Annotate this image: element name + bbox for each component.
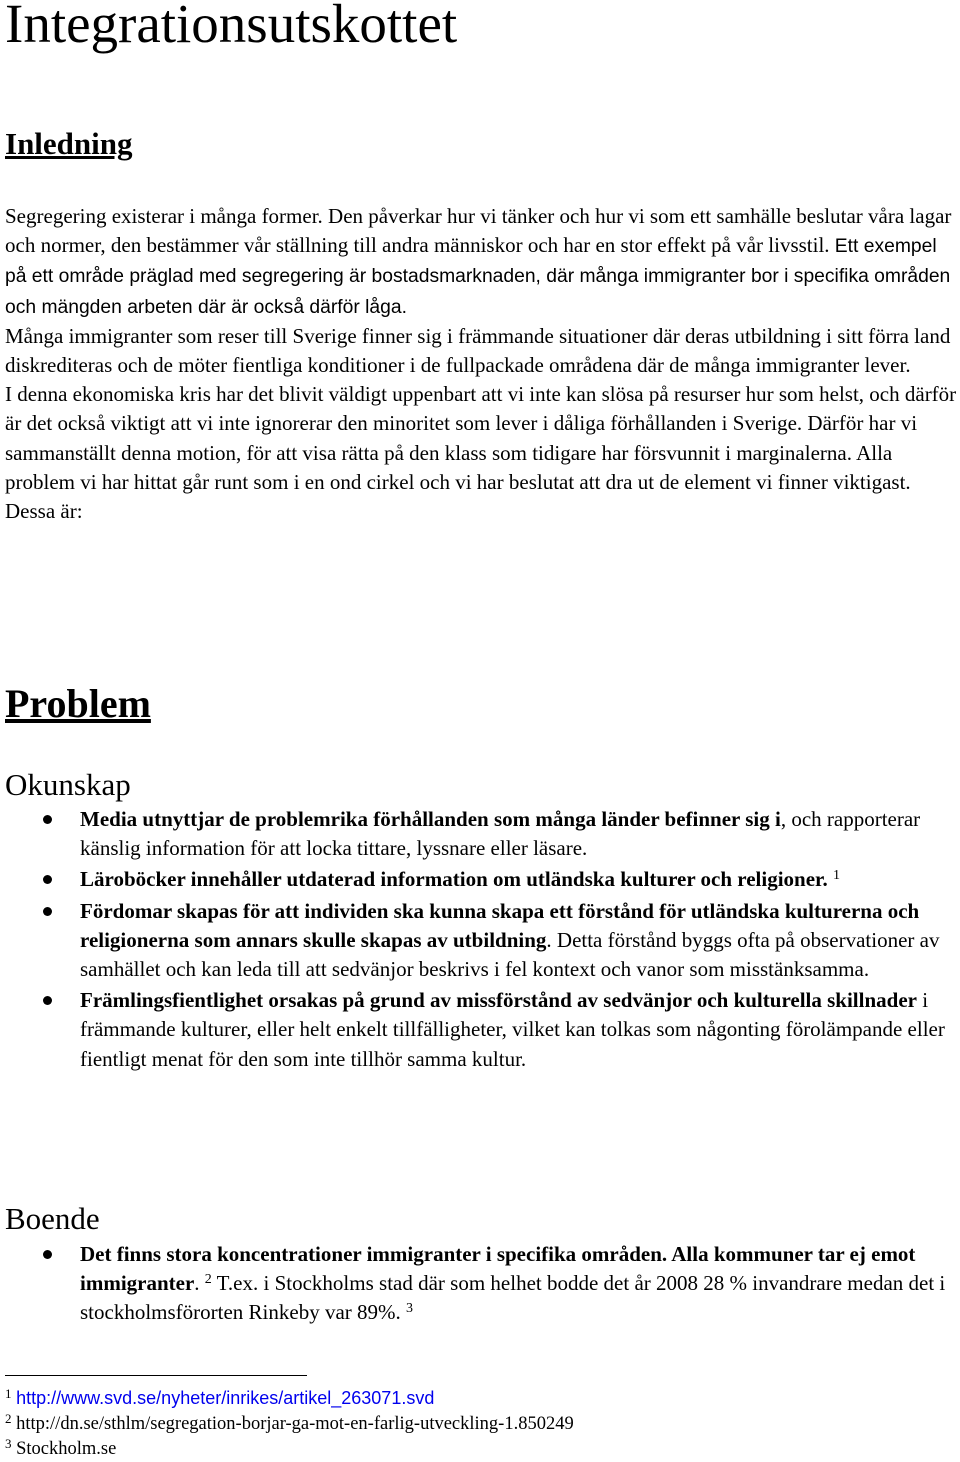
footnote-link[interactable]: http://www.svd.se/nyheter/inrikes/artikel_263071.svd [16,1388,435,1408]
intro-paragraph-1-part-a: Segregering existerar i många former. Den påverkar hur vi tänker och hur vi som ett samhälle beslutar våra lagar och normer, den bestämmer vår ställning till andra människor och har en stor effekt på vår livsstil. [5,204,952,258]
intro-section [5,202,960,526]
footnotes-section [5,1386,955,1462]
bullet-icon [43,907,52,916]
list-item [5,986,955,1074]
list-item-bold: Fördomar skapas för att individen ska kunna skapa ett förstånd för utländska kulturerna och religionerna som annars skulle skapas av utbildning [80,898,920,952]
footnote-divider [5,1375,307,1376]
footnote-number: 3 [5,1436,12,1451]
footnote-text: Stockholm.se [16,1439,117,1459]
list-item-bold: Det finns stora koncentrationer immigranter i specifika områden. Alla kommuner tar ej emot immigranter [80,1242,916,1296]
heading-boende: Boende [5,1201,100,1236]
intro-paragraph-2: Många immigranter som reser till Sverige finner sig i främmande situationer där deras utbildning i sitt förra land diskrediteras och de möter fientliga konditioner i de fullpackade områdena där de många immigranter lever. [5,323,951,378]
list-item-bold: Främlingsfientlighet orsakas på grund av missförstånd av sedvänjor och kulturella skillnader [80,988,917,1013]
okunskap-list [5,805,955,1076]
list-item-rest: . Detta förstånd byggs ofta på observationer av samhället och kan leda till att sedvänjor beskrivs i fel kontext och vanor som misstänksamma. [80,927,940,982]
list-item-bold: Läroböcker innehåller utdaterad information om utländska kulturer och religioner. [80,867,828,892]
footnote-3 [5,1437,955,1462]
list-item [5,897,955,985]
list-item-period: . [194,1271,200,1296]
footnote-ref: 3 [406,1301,414,1317]
list-item-bold: Media utnyttjar de problemrika förhållanden som många länder befinner sig i [80,807,781,831]
boende-list [5,1240,955,1330]
footnote-ref: 1 [832,868,840,884]
intro-paragraph-1-part-b: Ett exempel på ett område präglad med segregering är bostadsmarknaden, där många immigranter bor i specifika områden och mängden arbeten där är också därför låga. [5,236,951,318]
heading-problem: Problem [5,681,151,726]
list-item-rest: T.ex. i Stockholms stad där som helhet bodde det år 2008 28 % invandrare medan det i stockholmsförorten Rinkeby var 89%. [80,1271,946,1325]
bullet-icon [43,875,52,884]
intro-paragraph-1 [5,202,960,322]
list-item [5,865,955,894]
footnote-1 [5,1386,955,1412]
list-item [5,1240,955,1328]
list-item-rest: i främmande kulturer, eller helt enkelt tillfälligheter, vilket kan tolkas som någonting förolämpande eller fientligt menat för den som inte tillhör samma kultur. [80,988,945,1071]
heading-okunskap: Okunskap [5,767,131,802]
footnote-2 [5,1412,955,1437]
list-item-rest: , och rapporterar känslig information för att locka tittare, lyssnare eller läsare. [80,807,921,861]
footnote-text: http://dn.se/sthlm/segregation-borjar-ga-mot-en-farlig-utveckling-1.850249 [16,1414,574,1434]
list-item [5,805,955,863]
intro-paragraph-3: I denna ekonomiska kris har det blivit väldigt uppenbart att vi inte kan slösa på resurser hur som helst, och därför är det också viktigt att vi inte ignorerar den minoritet som lever i dåliga förhållanden i Sverige. Därför har vi sammanställt denna motion, för att visa rätta på den klass som tidigare har försvunnit i marginalerna. Alla problem vi har hittat går runt som i en ond cirkel och vi har beslutat att dra ut de element vi finner viktigast. Dessa är: [5,382,957,524]
heading-inledning: Inledning [5,126,133,161]
bullet-icon [43,996,52,1005]
footnote-number: 2 [5,1411,12,1426]
bullet-icon [43,815,52,824]
bullet-icon [43,1250,52,1259]
document-title: Integrationsutskottet [5,0,458,54]
footnote-number: 1 [5,1386,12,1401]
footnote-ref: 2 [204,1272,212,1288]
